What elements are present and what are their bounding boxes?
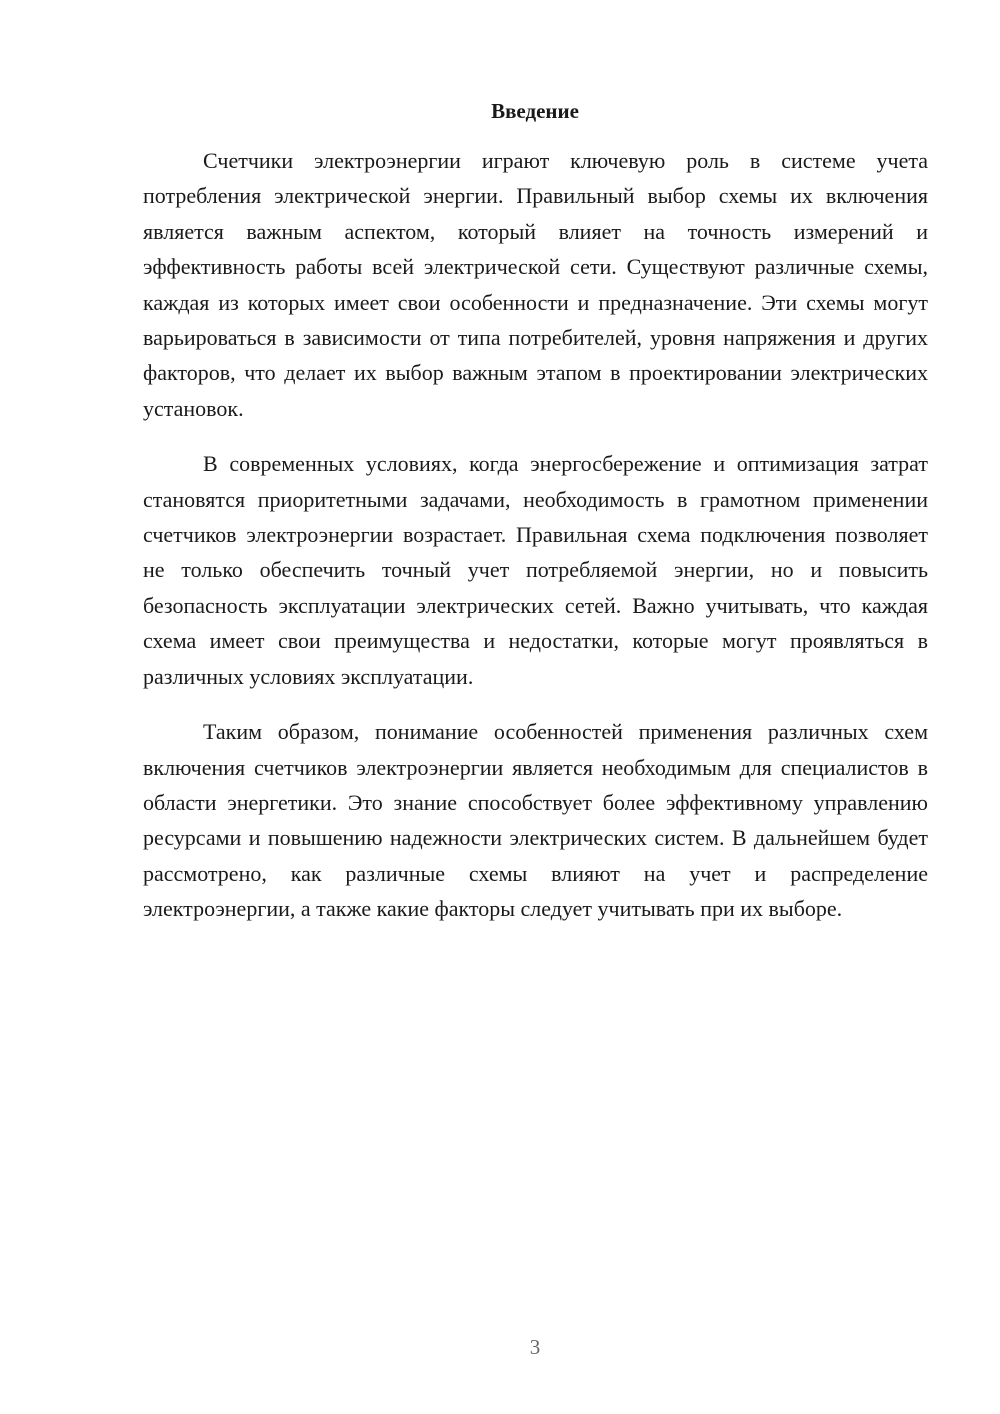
section-heading: Введение (491, 99, 579, 123)
paragraph-3: Таким образом, понимание особенностей применения различных схем включения счетчиков электроэнергии является необходимым для специалистов в области энергетики. Это знание способствует более эффективному управлению ресурсами и повышению надежности электрических систем. В дальнейшем будет рассмотрено, как различные схемы влияют на учет и распределение электроэнергии, а также какие факторы следует учитывать при их выборе. (143, 719, 928, 922)
page-number: 3 (529, 1335, 541, 1359)
paragraph-2: В современных условиях, когда энергосбережение и оптимизация затрат становятся приоритетными задачами, необходимость в грамотном применении счетчиков электроэнергии возрастает. Правильная схема подключения позволяет не только обеспечить точный учет потребляемой энергии, но и повысить безопасность эксплуатации электрических сетей. Важно учитывать, что каждая схема имеет свои преимущества и недостатки, которые могут проявляться в различных условиях эксплуатации. (143, 451, 928, 689)
paragraph-1: Счетчики электроэнергии играют ключевую роль в системе учета потребления электрической энергии. Правильный выбор схемы их включения является важным аспектом, который влияет на точность измерений и эффективность работы всей электрической сети. Существуют различные схемы, каждая из которых имеет свои особенности и предназначение. Эти схемы могут варьироваться в зависимости от типа потребителей, уровня напряжения и других факторов, что делает их выбор важным этапом в проектировании электрических установок. (143, 148, 928, 421)
document-body (143, 143, 928, 947)
